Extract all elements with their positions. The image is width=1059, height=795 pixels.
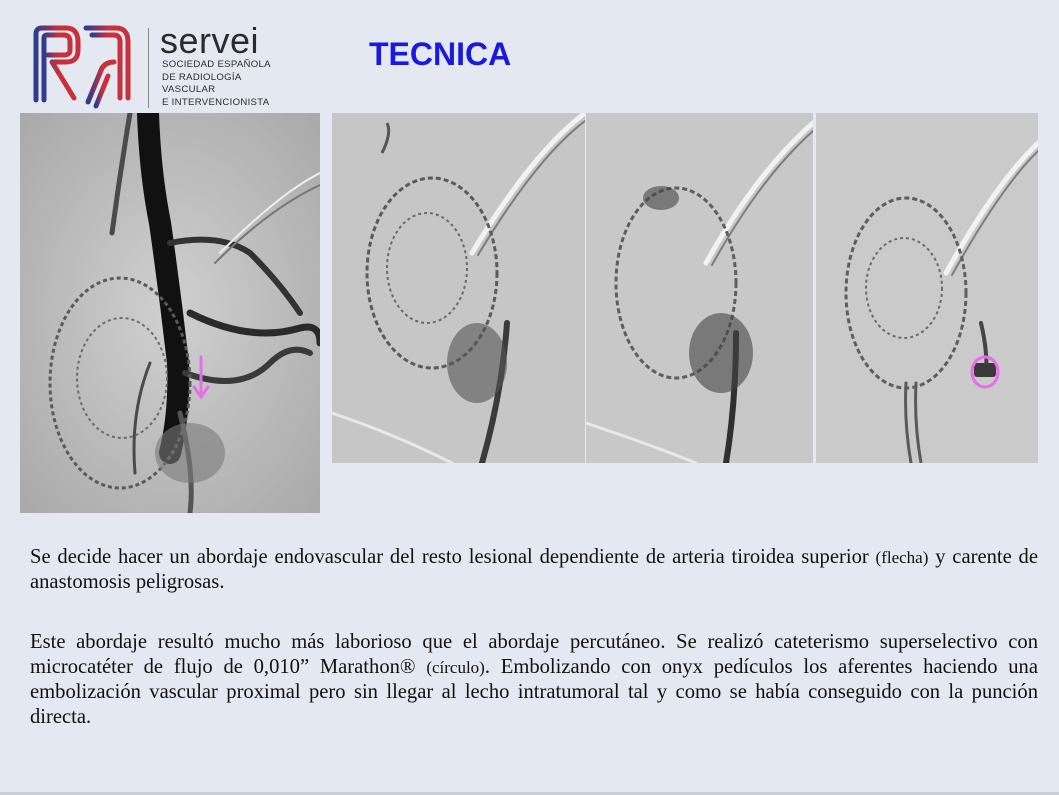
logo-subtitle-line: E INTERVENCIONISTA <box>162 96 270 108</box>
logo-subtitle-line: VASCULAR <box>162 84 216 95</box>
logo-subtitle-line: DE RADIOLOGÍA <box>162 71 242 83</box>
angiography-image-4 <box>816 113 1038 463</box>
angiography-image-3 <box>586 113 813 463</box>
logo-wordmark: servei <box>160 20 260 61</box>
paragraph-2 <box>30 630 1038 730</box>
angiography-image-1 <box>20 113 320 513</box>
flecha-note: (flecha) <box>875 548 929 567</box>
logo-subtitle-line: SOCIEDAD ESPAÑOLA <box>162 59 271 70</box>
flecha-arrow-annotation <box>191 355 211 401</box>
circulo-annotation <box>968 354 1002 390</box>
logo-divider <box>148 28 149 108</box>
slide-title: TECNICA <box>369 36 512 72</box>
paragraph-2-text: Este abordaje resultó mucho más laborioso que el abordaje percutáneo. Se realizó cateterismo superselectivo con microcatéter de flujo de 0,010” Marathon® <box>30 631 1038 678</box>
paragraph-2-text-end: . Embolizando con onyx pedículos los aferentes haciendo una embolización vascular proximal pero sin llegar al lecho intratumoral tal y como se había conseguido con la punción directa. <box>30 656 1038 728</box>
paragraph-1-text-end: y carente de anastomosis peligrosas. <box>30 546 1038 593</box>
servei-logo <box>30 22 290 112</box>
paragraph-1 <box>30 545 1038 595</box>
circulo-note: (círculo) <box>426 658 485 677</box>
logo-subtitle <box>162 59 322 109</box>
servei-logo-mark <box>30 22 136 112</box>
angiography-image-2 <box>332 113 585 463</box>
paragraph-1-text: Se decide hacer un abordaje endovascular del resto lesional dependiente de arteria tiroidea superior <box>30 546 876 568</box>
